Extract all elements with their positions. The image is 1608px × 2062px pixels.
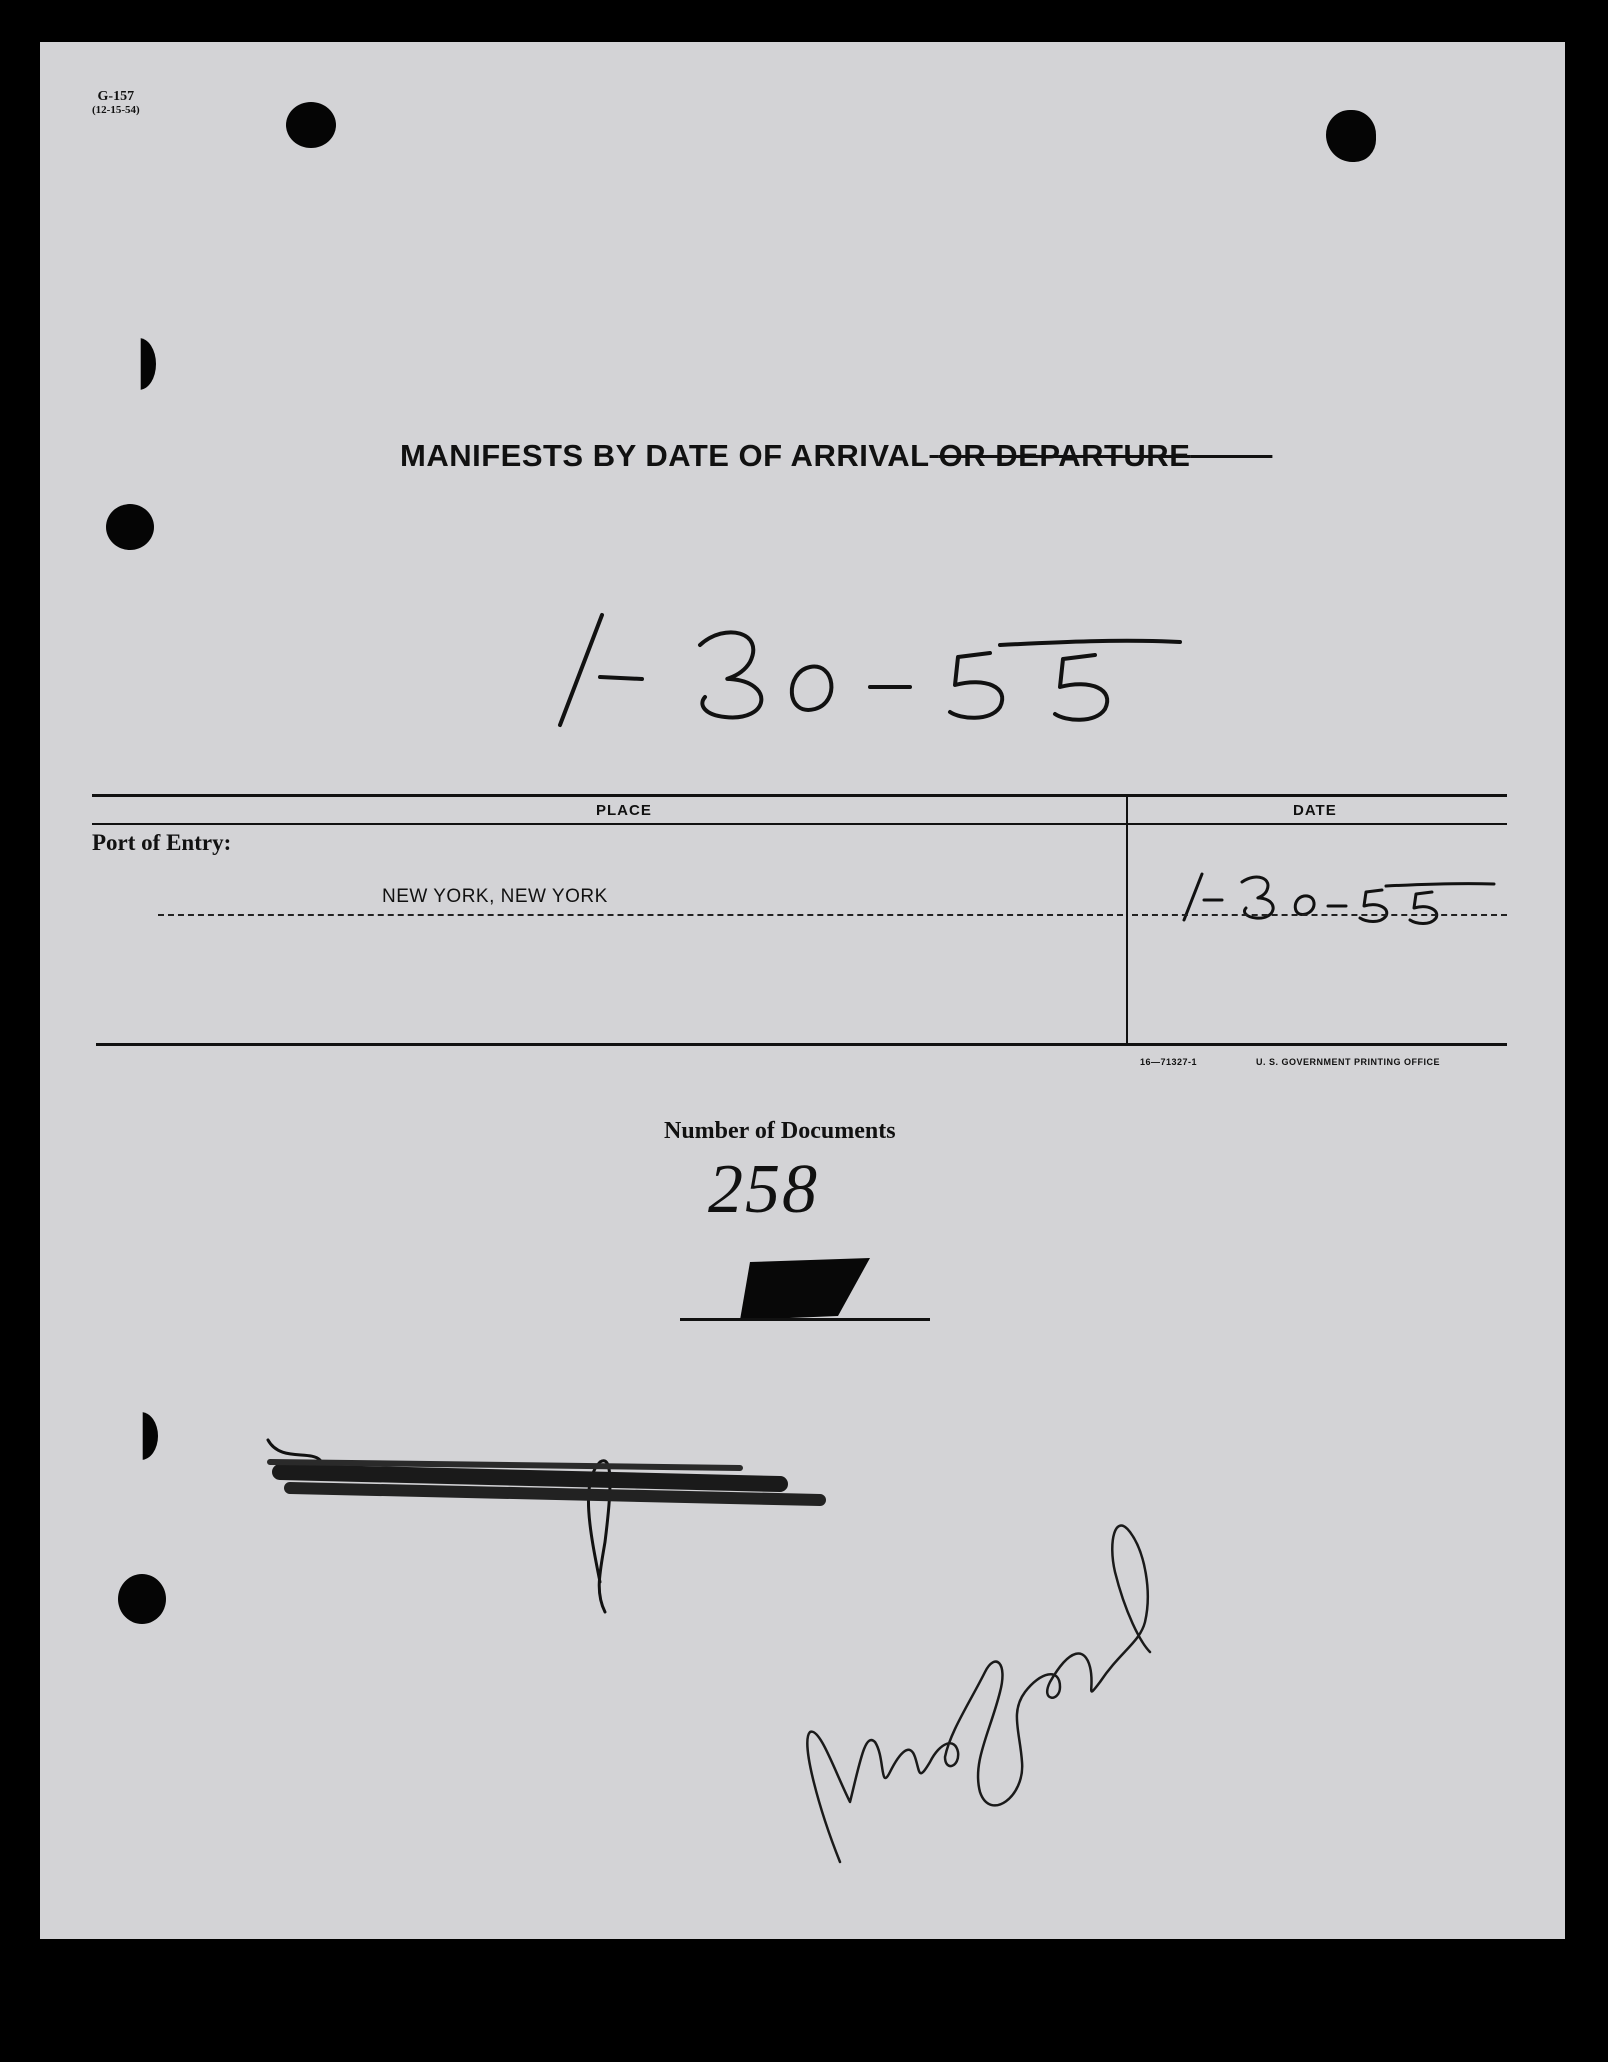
printer-code: 16—71327-1 [1140, 1057, 1198, 1067]
cursive-signature [740, 1412, 1180, 1892]
table-bottom-rule [96, 1043, 1507, 1046]
redaction-mark [710, 1242, 930, 1362]
place-value: NEW YORK, NEW YORK [382, 886, 608, 907]
form-revision: (12-15-54) [92, 103, 140, 116]
handwritten-date-large [530, 587, 1190, 737]
title-struck-text: OR DEPARTURE [938, 438, 1191, 473]
punch-hole [124, 1412, 158, 1460]
date-fill-line [1132, 914, 1507, 916]
date-header: DATE [1293, 802, 1337, 819]
port-of-entry-label: Port of Entry: [92, 830, 232, 855]
form-number: G-157 [97, 89, 135, 104]
manifest-cover-sheet [40, 42, 1565, 1939]
documents-label: Number of Documents [664, 1118, 896, 1144]
table-top-rule [92, 794, 1507, 797]
table-header-rule [92, 823, 1507, 825]
punch-hole [286, 102, 336, 148]
punch-hole [122, 338, 156, 390]
page-title [400, 438, 1272, 474]
table-column-divider [1126, 794, 1128, 1044]
place-fill-line [158, 914, 1123, 916]
title-main: MANIFESTS BY DATE OF ARRIVAL [400, 438, 930, 473]
form-identifier [92, 90, 140, 116]
punch-hole [1326, 110, 1376, 162]
count-underline [680, 1318, 930, 1321]
place-header: PLACE [596, 802, 652, 819]
printer-office: U. S. GOVERNMENT PRINTING OFFICE [1256, 1057, 1441, 1067]
punch-hole [118, 1574, 166, 1624]
handwritten-date-small [1176, 862, 1506, 932]
documents-count: 258 [708, 1151, 819, 1228]
punch-hole [106, 504, 154, 550]
